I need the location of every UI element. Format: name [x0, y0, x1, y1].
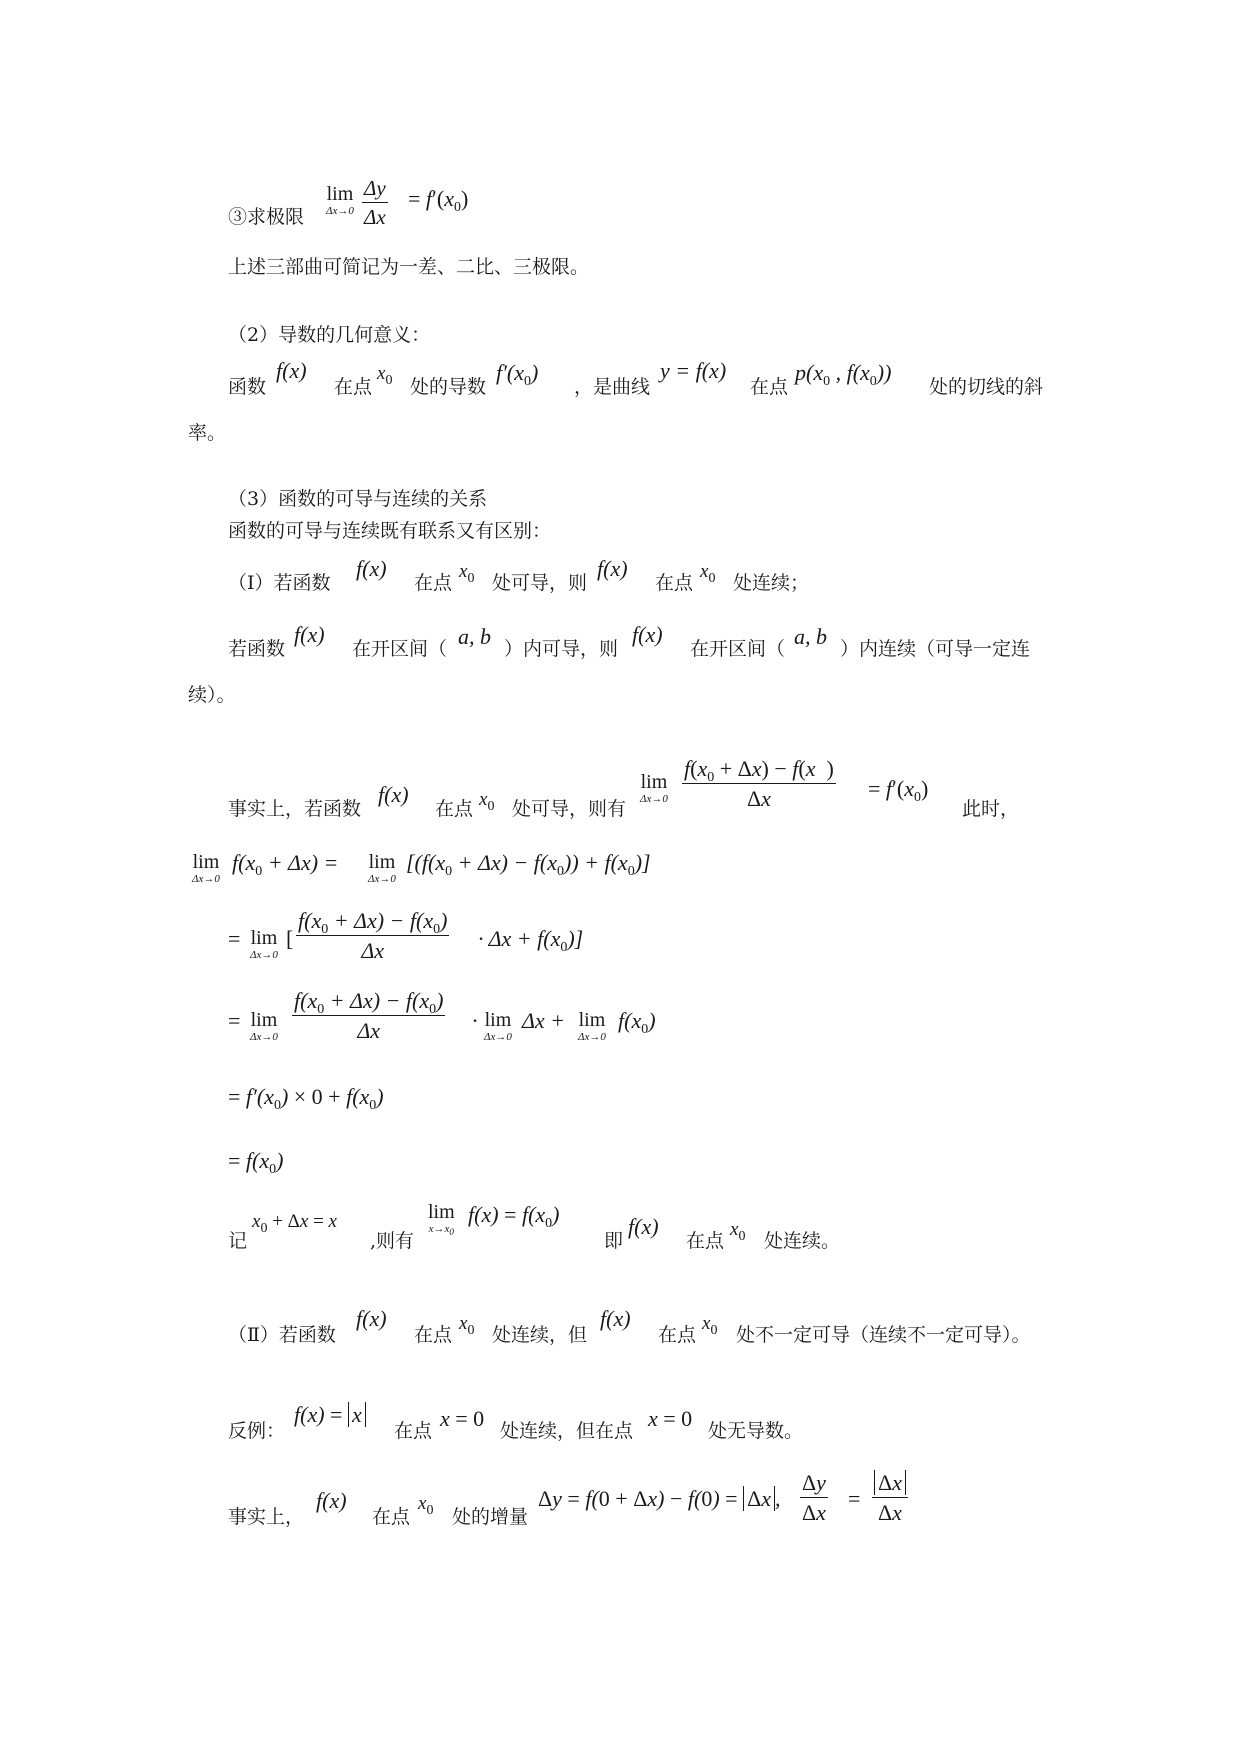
- text-fragment: ）内可导，则: [504, 638, 619, 660]
- text-fragment: （Ⅱ）若函数: [228, 1324, 336, 1346]
- formula-fx: f(x): [632, 622, 663, 647]
- text-fragment: 在点: [334, 376, 373, 398]
- formula-fx: f(x): [316, 1488, 347, 1513]
- formula-y-equals-fx: y = f(x): [660, 358, 727, 383]
- text-fragment: 在点: [414, 572, 453, 594]
- formula-x0: $x_0$: [377, 363, 393, 388]
- text-fragment: ，是曲线: [574, 376, 651, 398]
- text-fragment: 处的切线的斜: [929, 376, 1044, 398]
- summary-line: 上述三部曲可简记为一差、二比、三极限。: [228, 256, 590, 278]
- formula-abs-x: f(x) = x: [294, 1404, 366, 1426]
- text-fragment: 在点: [394, 1420, 433, 1442]
- step-3-label: ③求极限: [228, 206, 305, 228]
- section-2-heading: （2）导数的几何意义：: [228, 324, 431, 346]
- text-fragment: 记: [228, 1230, 248, 1252]
- text-fragment: 处不一定可导（连续不一定可导）。: [736, 1324, 1031, 1346]
- text-fragment: 函数: [228, 376, 267, 398]
- text-fragment: 在点: [372, 1506, 411, 1528]
- text-fragment: 处连续，但在点: [500, 1420, 634, 1442]
- formula-fx: f(x): [356, 556, 387, 581]
- text-fragment: （Ⅰ）若函数: [228, 572, 331, 594]
- text-fragment: 在点: [686, 1230, 725, 1252]
- formula-x0: $x_0$: [479, 789, 495, 814]
- text-fragment: 若函数: [228, 638, 286, 660]
- text-fragment: 处连续，但: [492, 1324, 588, 1346]
- formula-fx: f(x): [294, 622, 325, 647]
- text-fragment: 在点: [658, 1324, 697, 1346]
- text-fragment: 处的增量: [452, 1506, 529, 1528]
- formula-derivation-step5: = $f(x_0)$: [228, 1148, 284, 1177]
- text-fragment: 率。: [188, 422, 227, 444]
- text-fragment: 在开区间（: [690, 638, 786, 660]
- text-fragment: 反例：: [228, 1420, 286, 1442]
- formula-x-equals-0: x = 0: [648, 1406, 693, 1431]
- formula-fx: f(x): [356, 1306, 387, 1331]
- formula-x0: $x_0$: [459, 561, 475, 586]
- text-fragment: 事实上，若函数: [228, 798, 362, 820]
- formula-x0: $x_0$: [700, 561, 716, 586]
- text-fragment: ）内连续（可导一定连: [840, 638, 1031, 660]
- formula-derivation-step4: = $f'(x_0) \times 0 + f(x_0)$: [228, 1084, 384, 1113]
- text-fragment: 此时，: [962, 798, 1020, 820]
- text-fragment: 在开区间（: [352, 638, 448, 660]
- formula-x0-plus-dx: $x_0 + \Delta x = x$: [252, 1211, 337, 1236]
- formula-fprime-x0: $f'(x_0)$: [496, 360, 539, 389]
- text-fragment: 续）。: [188, 684, 236, 706]
- text-fragment: 处连续。: [764, 1230, 841, 1252]
- text-fragment: 在点: [435, 798, 474, 820]
- text-fragment: 在点: [750, 376, 789, 398]
- relation-intro: 函数的可导与连续既有联系又有区别：: [228, 520, 552, 542]
- text-fragment: 即: [604, 1230, 624, 1252]
- formula-interval-ab: a, b: [794, 624, 827, 649]
- section-3-heading: （3）函数的可导与连续的关系: [228, 488, 488, 510]
- formula-x0: $x_0$: [418, 1493, 434, 1518]
- text-fragment: 在点: [414, 1324, 453, 1346]
- formula-point-p: $p(x_0$ , $f(x_0)$): [795, 360, 892, 389]
- formula-interval-ab: a, b: [458, 624, 491, 649]
- formula-fx: f(x): [628, 1214, 659, 1239]
- text-fragment: ,则有: [370, 1230, 415, 1252]
- text-fragment: 处的导数: [410, 376, 487, 398]
- text-fragment: 在点: [655, 572, 694, 594]
- formula-x0: $x_0$: [702, 1313, 718, 1338]
- text-fragment: 处无导数。: [708, 1420, 804, 1442]
- text-fragment: 事实上，: [228, 1506, 305, 1528]
- formula-fx: f(x): [600, 1306, 631, 1331]
- text-fragment: 处连续；: [733, 572, 810, 594]
- text-fragment: 处可导，则: [492, 572, 588, 594]
- formula-x0: $x_0$: [730, 1219, 746, 1244]
- text-fragment: 处可导，则有: [512, 798, 627, 820]
- formula-fx: f(x): [378, 782, 409, 807]
- document-page: lim Δx→0 $\frac{\Delta y}{\Delta x}$ = $f'(x_0)$ ③求极限 上述三部曲可简记为一差、二比、三极限。 （2）导数的几何意义： 函数 f(x) 在点 $x_0$ 处的导数 $f'(x_0)$ ，是曲线 y = f(x) 在点 $p(x_0$ , $f(x_0)$) 处的切线的斜 率。 （3）函数的可导与连续的关系 函数的可导与连续既有联系又有区别： （Ⅰ）若函数 f(x) 在点 $x_0$ 处可导，则 f(x) 在点 $x_0$ 处连续； 若函数 f(x) 在开区间（ a, b ）内可导，则 f(x) 在开区间（ a, b ）内连续（可导一定连 续）。 事实上，若函数 f(x) 在点 $x_0$ 处可导，则有 lim Δx→0 $\frac{f(x_0 + \Delta x) - f(x )}{\Delta x}$ = $f'(x_0)$ 此时， lim Δx→0 $f(x_0 + \Delta x)$ = lim Δx→0 $[(f(x_0 + \Delta x) - f(x_0)) + f(x_0)]$ = lim Δx→0 [ $\frac{f(x_0 + \Delta x) - f(x_0)}{\Delta x}$ · $\Delta x + f(x_0)$] = lim Δx→0 $\frac{f(x_0 + \Delta x) - f(x_0)}{\Delta x}$ · lim Δx→0 Δx + lim Δx→0 $f(x_0)$ = $f'(x_0) \times 0 + f(x_0)$ = $f(x_0)$ 记 $x_0 + \Delta x = x$ ,则有 lim $x\to x_0$ $f(x) = f(x_0)$ 即 f(x) 在点 $x_0$ 处连续。 （Ⅱ）若函数 f(x) 在点 $x_0$ 处连续，但 f(x) 在点 $x_0$ 处不一定可导（连续不一定可导）。 反例： f(x) = x 在点 x = 0 处连续，但在点 x = 0 处无导数。 事实上， f(x) 在点 $x_0$ 处的增量 Δy = f(0 + Δx) − f(0) = Δx , $\frac{\Delta y}{\Delta x}$ = $\frac{\Delta x}{\Delta x}$: [0, 0, 1241, 1754]
- formula-fx: f(x): [276, 358, 307, 383]
- formula-x0: $x_0$: [459, 1313, 475, 1338]
- formula-x-equals-0: x = 0: [440, 1406, 485, 1431]
- formula-fx: f(x): [597, 556, 628, 581]
